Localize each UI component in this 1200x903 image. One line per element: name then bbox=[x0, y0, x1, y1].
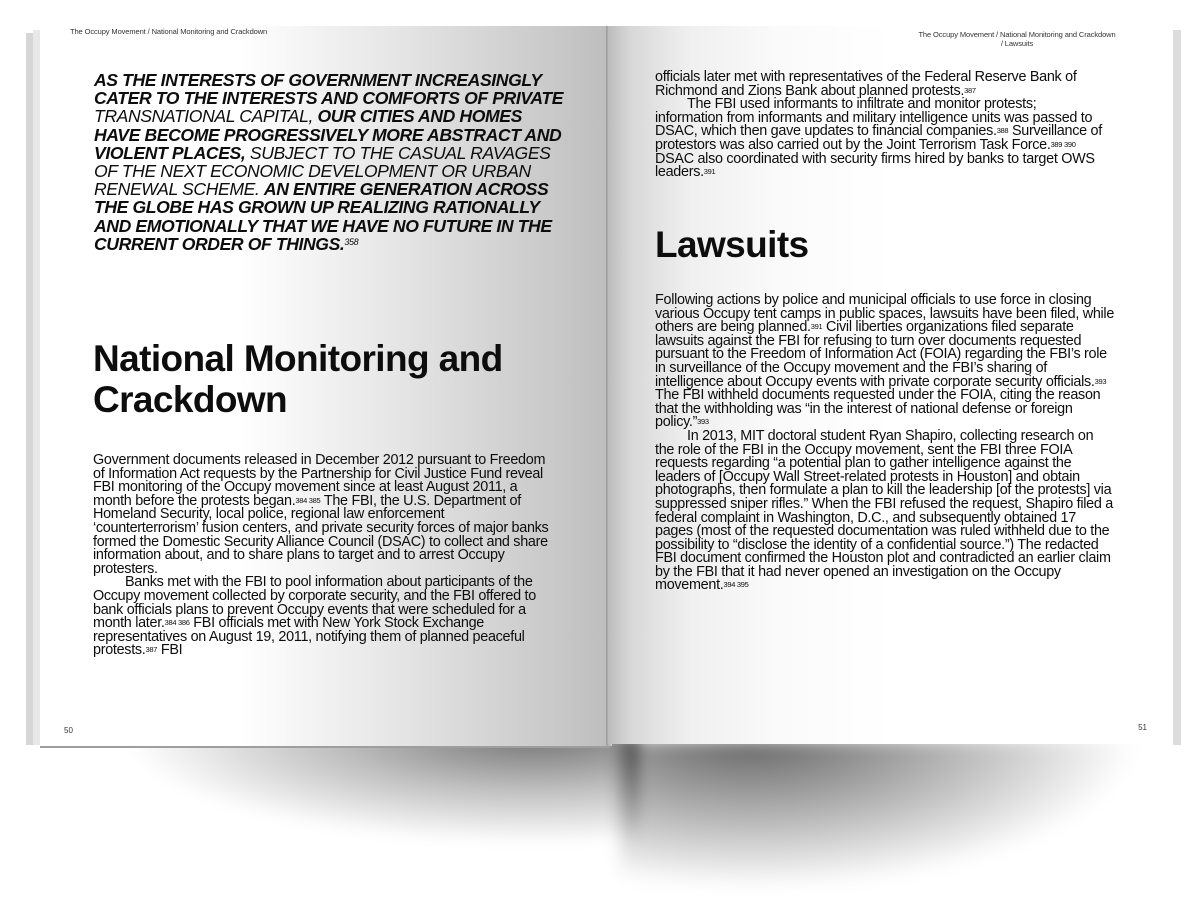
paragraph bbox=[93, 454, 553, 576]
text-run: officials later met with representatives of the Federal Reserve Bank of Richmond and Zions Bank about planned protests. bbox=[655, 69, 1077, 99]
footnote-ref[interactable]: 393 bbox=[1094, 376, 1107, 386]
text-run: The FBI used informants to infiltrate and monitor protests; information from informants and military intelligence units was passed to DSAC, which then gave updates to financial companies. bbox=[655, 96, 1093, 140]
right-page bbox=[608, 26, 1173, 744]
text-run: Banks met with the FBI to pool information about participants of the Occupy movement collected by corporate security, and the FBI offered to bank officials plans to prevent Occupy events that were scheduled for a month later. bbox=[93, 574, 536, 632]
pull-quote bbox=[94, 71, 564, 253]
footnote-ref[interactable]: 384 386 bbox=[164, 618, 190, 628]
paragraph bbox=[93, 576, 553, 658]
footnote-ref[interactable]: 393 bbox=[697, 417, 709, 427]
book-shadow-right bbox=[620, 740, 1140, 890]
paragraph bbox=[655, 71, 1105, 98]
footnote-ref[interactable]: 388 bbox=[996, 126, 1009, 136]
paragraph bbox=[655, 98, 1105, 180]
footnote-ref[interactable]: 387 bbox=[145, 645, 158, 655]
running-head-line: / Lawsuits bbox=[1000, 39, 1034, 48]
page-stack-edge-right bbox=[1173, 30, 1181, 745]
text-run: Government documents released in December 2012 pursuant to Freedom of Information Act requests by the Partnership for Civil Justice Fund reveal FBI monitoring of the Occupy movement since at least August 2011, a month before the protests began. bbox=[93, 452, 546, 509]
text-run: DSAC also coordinated with security firms hired by banks to target OWS leaders. bbox=[655, 150, 1095, 181]
quote-segment: OUR CITIES AND HOMES HAVE BECOME PROGRESSIVELY MORE ABSTRACT AND VIOLENT PLACES, bbox=[94, 106, 562, 163]
text-run: The FBI withheld documents requested under the FOIA, citing the reason that the withholding was “in the interest of national defense or foreign policy.” bbox=[655, 387, 1101, 431]
page-number: 51 bbox=[1138, 723, 1147, 732]
footnote-ref[interactable]: 387 bbox=[964, 85, 976, 95]
quote-segment: SUBJECT TO THE CASUAL RAVAGES OF THE NEXT ECONOMIC DEVELOPMENT OR URBAN RENEWAL SCHEME. bbox=[94, 142, 551, 200]
page-number: 50 bbox=[64, 726, 73, 735]
text-run: The FBI, the U.S. Department of Homeland Security, local police, regional law enforcement ‘counterterrorism’ fusion centers, and private security forces of major banks formed the Domestic Security Alliance Council (DSAC) to collect and share information about, and to share plans to target and to arrest Occupy protesters. bbox=[93, 492, 549, 577]
running-head-line: The Occupy Movement / National Monitoring and Crackdown bbox=[918, 30, 1116, 39]
paragraph bbox=[655, 294, 1115, 430]
running-head bbox=[887, 30, 1147, 48]
body-text bbox=[655, 294, 1115, 593]
text-run: Following actions by police and municipal officials to use force in closing various Occupy tent camps in public spaces, lawsuits have been filed, while others are being planned. bbox=[655, 292, 1115, 336]
footnote-ref[interactable]: 358 bbox=[344, 236, 359, 247]
left-page bbox=[40, 26, 610, 748]
paragraph bbox=[655, 427, 1115, 594]
text-run: Civil liberties organizations filed separate lawsuits against the FBI for refusing to turn over documents requested pursuant to the Freedom of Information Act (FOIA) regarding the FBI’s role in surveillance of the Occupy movement and the FBI’s sharing of intelligence about Occupy events with private corporate security officials. bbox=[655, 319, 1107, 390]
footnote-ref[interactable]: 391 bbox=[810, 322, 823, 332]
footnote-ref[interactable]: 394 395 bbox=[723, 580, 749, 590]
quote-segment: AN ENTIRE GENERATION ACROSS THE GLOBE HAS GROWN UP REALIZING RATIONALLY AND EMOTIONALLY THAT WE HAVE NO FUTURE IN THE CURRENT ORDER OF THINGS. bbox=[94, 179, 552, 254]
quote-segment: AS THE INTERESTS OF GOVERNMENT INCREASINGLY CATER TO THE INTERESTS AND COMFORTS OF PRIVATE bbox=[94, 70, 564, 109]
section-heading: Lawsuits bbox=[655, 224, 809, 265]
text-run: FBI officials met with New York Stock Exchange representatives on August 19, 2011, notifying them of planned peaceful protests. bbox=[93, 615, 525, 659]
section-heading: National Monitoring and Crackdown bbox=[93, 338, 503, 420]
body-text bbox=[93, 454, 553, 658]
text-run: FBI bbox=[157, 642, 183, 659]
book-shadow-left bbox=[120, 735, 640, 845]
quote-segment: TRANSNATIONAL CAPITAL, bbox=[94, 106, 318, 127]
footnote-ref[interactable]: 391 bbox=[703, 167, 716, 177]
text-run: In 2013, MIT doctoral student Ryan Shapiro, collecting research on the role of the FBI in the Occupy movement, sent the FBI three FOIA requests regarding “a potential plan to gather intelligence against the leaders of [Occupy Wall Street-related protests in Houston] and obtain photographs, then formulate a plan to kill the leadership [of the protests] via suppressed sniper rifles.” When the FBI refused the request, Shapiro filed a federal complaint in Washington, D.C., and subsequently obtained 17 pages (most of the requested documentation was ruled withheld due to the possibility to “disclose the identity of a confidential source.”) The redacted FBI document confirmed the Houston plot and contradicted an earlier claim by the FBI that it had never opened an investigation on the Occupy movement. bbox=[655, 427, 1113, 594]
text-run: Surveillance of protestors was also carried out by the Joint Terrorism Task Force. bbox=[655, 123, 1102, 153]
footnote-ref[interactable]: 384 385 bbox=[295, 495, 321, 505]
running-head: The Occupy Movement / National Monitoring and Crackdown bbox=[70, 27, 268, 36]
footnote-ref[interactable]: 389 390 bbox=[1050, 139, 1076, 149]
continued-body-text bbox=[655, 71, 1105, 180]
